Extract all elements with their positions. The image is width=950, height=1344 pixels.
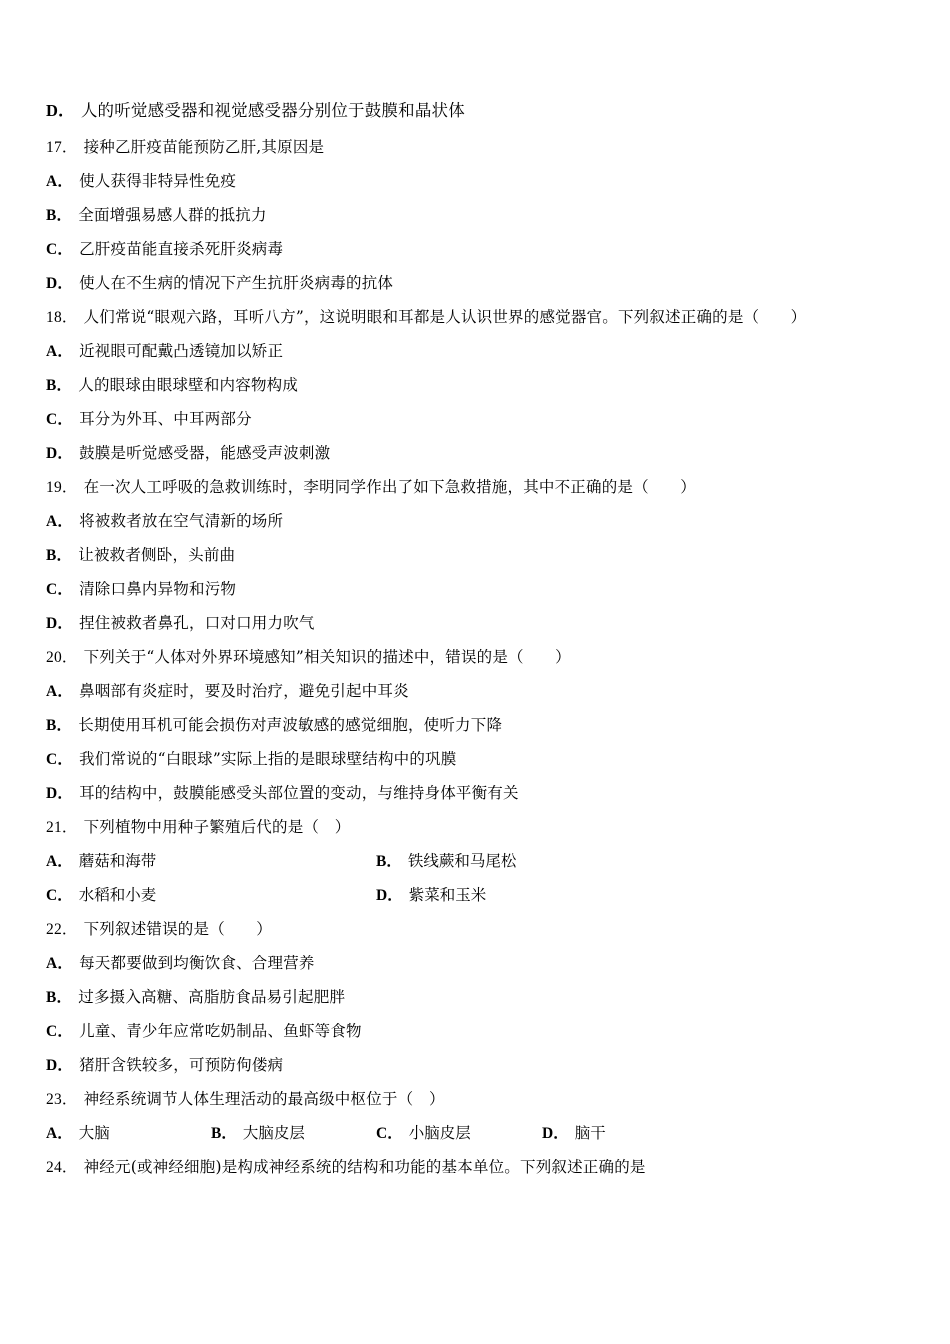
option-text: 使人在不生病的情况下产生抗肝炎病毒的抗体 (79, 274, 394, 292)
option-label: D． (46, 785, 74, 802)
question-17-stem (46, 137, 324, 158)
option-text: 儿童、青少年应常吃奶制品、鱼虾等食物 (79, 1022, 362, 1040)
option-label: A． (46, 173, 74, 190)
option-label: D． (542, 1125, 569, 1142)
question-17-option-a (46, 171, 236, 192)
question-20-option-c (46, 749, 456, 770)
question-number: 22． (46, 921, 78, 938)
option-label: C． (46, 581, 74, 598)
question-22-option-a (46, 953, 315, 974)
option-text: 全面增强易感人群的抵抗力 (78, 206, 267, 224)
question-21-option-d (376, 885, 486, 906)
option-label: C． (46, 887, 73, 904)
question-17-option-d (46, 273, 393, 294)
question-number: 23． (46, 1091, 78, 1108)
option-label: D． (46, 445, 74, 462)
question-number: 19． (46, 479, 78, 496)
question-20-option-d (46, 783, 519, 804)
option-label: D． (46, 275, 74, 292)
question-20-option-a (46, 681, 409, 702)
question-20-stem (46, 647, 571, 668)
question-text: 下列植物中用种子繁殖后代的是（ ） (83, 818, 351, 836)
option-text: 小脑皮层 (408, 1124, 471, 1142)
question-19-option-c (46, 579, 236, 600)
option-text: 清除口鼻内异物和污物 (79, 580, 237, 598)
option-label: C． (46, 751, 74, 768)
option-label: B． (46, 377, 73, 394)
option-label: B． (46, 547, 73, 564)
question-18-option-d (46, 443, 330, 464)
question-number: 21． (46, 819, 78, 836)
question-text: 下列关于“人体对外界环境感知”相关知识的描述中，错误的是（ ） (83, 648, 571, 666)
option-text: 将被救者放在空气清新的场所 (79, 512, 284, 530)
option-text: 蘑菇和海带 (78, 852, 157, 870)
question-19-option-d (46, 613, 315, 634)
question-20-option-b (46, 715, 502, 736)
question-21-stem (46, 817, 351, 838)
question-22-option-c (46, 1021, 362, 1042)
option-text: 耳的结构中，鼓膜能感受头部位置的变动，与维持身体平衡有关 (79, 784, 519, 802)
question-text: 在一次人工呼吸的急救训练时，李明同学作出了如下急救措施，其中不正确的是（ ） (83, 478, 696, 496)
question-number: 17． (46, 139, 78, 156)
option-label: C． (376, 1125, 403, 1142)
question-number: 24． (46, 1159, 78, 1176)
option-label: C． (46, 411, 74, 428)
option-label: B． (46, 717, 73, 734)
option-text: 让被救者侧卧，头前曲 (78, 546, 236, 564)
option-label: D． (46, 101, 75, 120)
option-label: D． (46, 615, 74, 632)
option-text: 每天都要做到均衡饮食、合理营养 (79, 954, 315, 972)
option-text: 使人获得非特异性免疫 (79, 172, 237, 190)
option-text: 人的眼球由眼球壁和内容物构成 (78, 376, 299, 394)
option-label: A． (46, 343, 74, 360)
question-19-option-a (46, 511, 283, 532)
option-label: B． (46, 207, 73, 224)
question-number: 20． (46, 649, 78, 666)
option-text: 人的听觉感受器和视觉感受器分别位于鼓膜和晶状体 (80, 101, 465, 120)
option-text: 猪肝含铁较多，可预防佝偻病 (79, 1056, 284, 1074)
option-label: B． (46, 989, 73, 1006)
option-text: 我们常说的“白眼球”实际上指的是眼球壁结构中的巩膜 (79, 750, 457, 768)
question-18-option-a (46, 341, 283, 362)
option-text: 大脑 (78, 1124, 110, 1142)
question-text: 人们常说“眼观六路，耳听八方”，这说明眼和耳都是人认识世界的感觉器官。下列叙述正确的是（ ） (83, 308, 807, 326)
question-23-option-a (46, 1123, 110, 1144)
question-text: 接种乙肝疫苗能预防乙肝,其原因是 (83, 138, 325, 156)
option-text: 捏住被救者鼻孔，口对口用力吹气 (79, 614, 315, 632)
option-label: A． (46, 683, 74, 700)
option-text: 近视眼可配戴凸透镜加以矫正 (79, 342, 284, 360)
question-23-stem (46, 1089, 445, 1110)
option-label: D． (376, 887, 403, 904)
option-text: 铁线蕨和马尾松 (407, 852, 517, 870)
question-18-option-c (46, 409, 252, 430)
option-text: 水稻和小麦 (78, 886, 157, 904)
question-text: 神经元(或神经细胞)是构成神经系统的结构和功能的基本单位。下列叙述正确的是 (83, 1158, 646, 1176)
option-label: A． (46, 1125, 73, 1142)
question-18-stem (46, 307, 806, 328)
option-label: D． (46, 1057, 74, 1074)
question-23-option-c (376, 1123, 471, 1144)
option-text: 鼻咽部有炎症时，要及时治疗，避免引起中耳炎 (79, 682, 409, 700)
question-number: 18． (46, 309, 78, 326)
question-21-option-c (46, 885, 156, 906)
option-label: B． (211, 1125, 237, 1142)
question-19-option-b (46, 545, 235, 566)
question-22-option-b (46, 987, 345, 1008)
question-21-option-b (376, 851, 516, 872)
question-22-stem (46, 919, 272, 940)
option-label: C． (46, 241, 74, 258)
question-17-option-b (46, 205, 267, 226)
option-text: 脑干 (574, 1124, 606, 1142)
question-23-option-b (211, 1123, 305, 1144)
question-19-stem (46, 477, 696, 498)
option-text: 乙肝疫苗能直接杀死肝炎病毒 (79, 240, 284, 258)
question-17-option-c (46, 239, 283, 260)
question-21-option-a (46, 851, 156, 872)
option-label: C． (46, 1023, 74, 1040)
option-label: A． (46, 955, 74, 972)
question-text: 下列叙述错误的是（ ） (83, 920, 273, 938)
option-label: A． (46, 853, 73, 870)
question-text: 神经系统调节人体生理活动的最高级中枢位于（ ） (83, 1090, 445, 1108)
option-text: 鼓膜是听觉感受器，能感受声波刺激 (79, 444, 331, 462)
option-16-d (46, 101, 465, 121)
question-23-option-d (542, 1123, 606, 1144)
question-22-option-d (46, 1055, 283, 1076)
option-text: 紫菜和玉米 (408, 886, 487, 904)
question-24-stem (46, 1157, 646, 1178)
question-18-option-b (46, 375, 298, 396)
option-text: 耳分为外耳、中耳两部分 (79, 410, 252, 428)
option-text: 过多摄入高糖、高脂肪食品易引起肥胖 (78, 988, 346, 1006)
option-text: 长期使用耳机可能会损伤对声波敏感的感觉细胞，使听力下降 (78, 716, 503, 734)
option-label: B． (376, 853, 402, 870)
option-text: 大脑皮层 (242, 1124, 305, 1142)
option-label: A． (46, 513, 74, 530)
